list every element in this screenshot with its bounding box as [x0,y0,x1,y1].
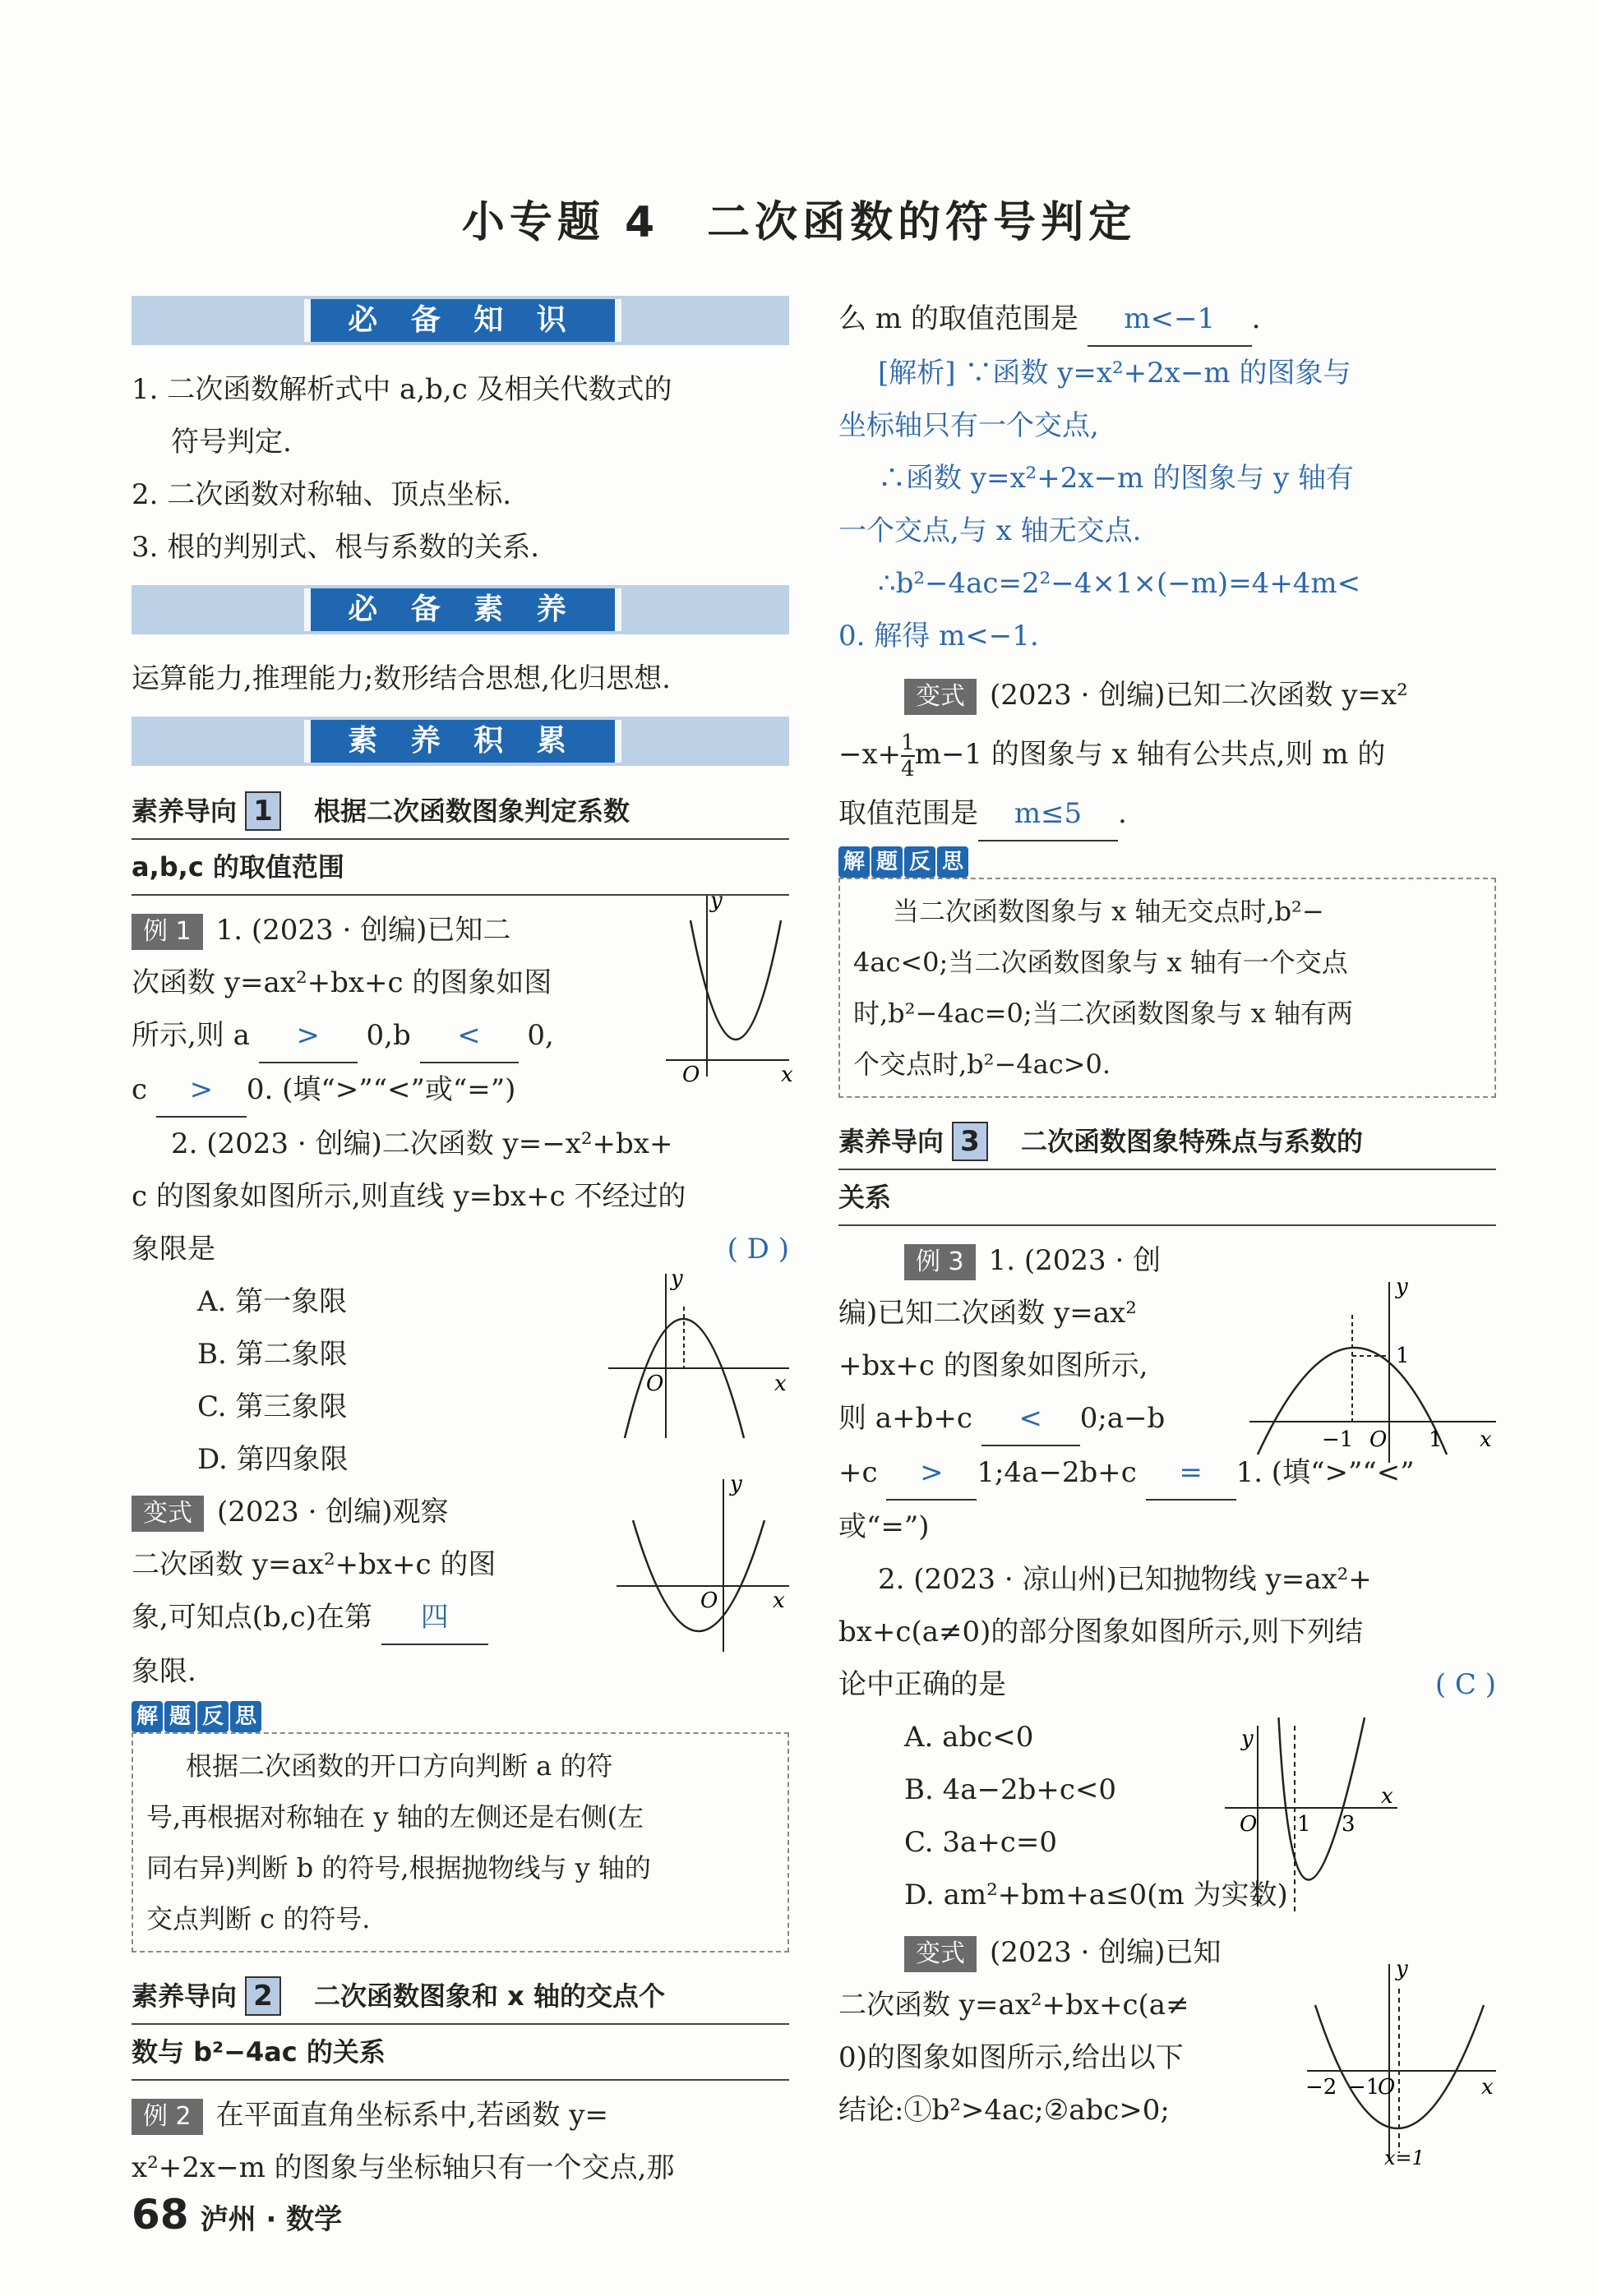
ex1-line2: 次函数 y=ax²+bx+c 的图象如图 [132,966,552,999]
knowledge-item-2: 2. 二次函数对称轴、顶点坐标. [132,478,512,511]
refl-char: 反 [197,1701,229,1732]
option-a: A. 第一象限 [197,1285,348,1318]
tick-label-neg1: −1 [1348,2075,1380,2100]
var2-line3 [838,787,1496,841]
ex1-text: 象限是 [132,1233,215,1266]
axis-label-x: x [773,1588,785,1613]
section-banner-accum [132,717,789,766]
refl-line: 个交点时,b²−4ac>0. [853,1049,1111,1080]
reflection-box [838,878,1496,1098]
ex1-text: 1. (2023 · 创编)已知二 [215,914,511,947]
axis-label-y: y [1241,1727,1254,1751]
option-b: B. 4a−2b+c<0 [904,1773,1117,1806]
ex2-line1 [132,2089,789,2142]
ex3-text: 1. (填“>”“<” [1235,1456,1415,1489]
ex1-text: c [132,1073,148,1106]
axis-label-x: x [781,1063,793,1085]
ex1-text: 0, [527,1019,554,1052]
guide-title: 二次函数图象特殊点与系数的 [1021,1126,1364,1157]
guide-number: 3 [952,1122,988,1161]
guide-heading-2 [132,1969,789,2025]
var2-text: −x+ [838,738,902,771]
tick-label-3: 3 [1342,1812,1356,1837]
guide-label: 素养导向 [838,1126,944,1157]
axis-of-symmetry-label: x=1 [1384,2146,1425,2169]
option-a: A. abc<0 [904,1721,1034,1754]
tick-label-y1: 1 [1396,1344,1410,1368]
guide-label: 素养导向 [132,795,238,827]
guide-title-cont: 数与 b²−4ac 的关系 [132,2036,386,2068]
knowledge-item-1: 1. 二次函数解析式中 a,b,c 及相关代数式的 [132,373,672,406]
axis-label-x: x [1381,1784,1393,1809]
section-banner-knowledge [132,296,789,345]
var3-line3: 0)的图象如图所示,给出以下 [838,2041,1184,2074]
guide-heading-3 [838,1114,1496,1170]
guide-label: 素养导向 [132,1980,238,2012]
section-banner-literacy [132,585,789,634]
axis-label-x: x [1481,2075,1494,2100]
refl-char: 思 [230,1701,261,1732]
axis-label-y: y [730,1472,742,1496]
var2-text: (2023 · 创编)已知二次函数 y=x² [990,679,1408,712]
ex3-text: 论中正确的是 [838,1668,1006,1701]
graph-ex1q2-downward-parabola [600,1266,797,1446]
page-footer [132,2191,342,2238]
r-text: . [1251,302,1261,335]
var3-line2: 二次函数 y=ax²+bx+c(a≠ [838,1989,1189,2022]
ex1-q2-line2: c 的图象如图所示,则直线 y=bx+c 不经过的 [132,1180,686,1213]
refl-char: 解 [838,846,870,878]
origin-label: O [1378,2075,1396,2100]
guide-title: 二次函数图象和 x 轴的交点个 [314,1980,665,2012]
reflection-heading [132,1701,789,1732]
answer-blank-amb: > [886,1446,977,1501]
answer-blank-b: < [420,1009,519,1063]
axis-label-y: y [710,888,723,913]
axis-label-x: x [1480,1427,1492,1452]
ex3-line3: +bx+c 的图象如图所示, [838,1349,1148,1382]
answer-blank-a: > [259,1009,358,1063]
var2-line1 [838,669,1496,722]
ex3-line2: 编)已知二次函数 y=ax² [838,1297,1137,1330]
graph-ex3q2-upward-parabola [1217,1717,1406,1923]
answer-blank-abc: < [981,1392,1080,1446]
var3-text: (2023 · 创编)已知 [990,1936,1222,1969]
r-text: 么 m 的取值范围是 [838,302,1078,335]
ex3-q2-line1: 2. (2023 · 凉山州)已知抛物线 y=ax²+ [878,1563,1372,1596]
var1-line2: 二次函数 y=ax²+bx+c 的图 [132,1548,496,1581]
reflection-heading [838,846,1496,878]
refl-line: 当二次函数图象与 x 轴无交点时,b²− [893,896,1324,927]
answer-choice: ( C ) [1434,1668,1496,1701]
option-c: C. 3a+c=0 [904,1826,1057,1859]
var2-text: 取值范围是 [838,797,978,830]
solution-line: [解析] ∵函数 y=x²+2x−m 的图象与 [878,357,1351,390]
option-d: D. am²+bm+a≤0(m 为实数) [904,1879,1288,1911]
var3-line4: 结论:①b²>4ac;②abc>0; [838,2094,1170,2127]
ex1-text: 0,b [366,1019,411,1052]
origin-label: O [646,1372,664,1396]
refl-char: 反 [904,846,935,878]
ex2-text: 在平面直角坐标系中,若函数 y= [215,2099,608,2132]
graph-var3-upward-parabola [1299,1956,1504,2169]
axis-label-y: y [1396,1957,1408,1981]
example-tag: 例 1 [132,914,203,950]
tick-label-neg1: −1 [1322,1427,1354,1452]
refl-char: 题 [871,846,903,878]
solution-line: 0. 解得 m<−1. [838,620,1039,652]
knowledge-item-3: 3. 根的判别式、根与系数的关系. [132,531,540,564]
example-tag: 例 3 [904,1244,976,1280]
ex3-text: 0;a−b [1079,1402,1166,1435]
axis-label-y: y [1396,1275,1408,1299]
answer-blank-c: > [156,1063,247,1118]
r-line1 [838,293,1496,347]
page-title: 小专题 4 二次函数的符号判定 [461,198,1137,247]
refl-char: 解 [132,1701,163,1732]
graph-ex1-upward-parabola [658,888,797,1085]
ex3-line6: 或“=”) [838,1510,930,1543]
refl-line: 时,b²−4ac=0;当二次函数图象与 x 轴有两 [853,998,1354,1029]
origin-label: O [1240,1812,1258,1837]
var1-text: (2023 · 创编)观察 [217,1496,449,1528]
page-number: 68 [132,2191,189,2238]
refl-line: 根据二次函数的开口方向判断 a 的符 [186,1750,613,1782]
ex3-text: 1. (2023 · 创 [988,1244,1162,1277]
knowledge-item-1b: 符号判定. [171,426,292,459]
ex3-q2-line3 [838,1658,1496,1711]
tick-label-neg2: −2 [1305,2075,1337,2100]
refl-line: 4ac<0;当二次函数图象与 x 轴有一个交点 [853,947,1348,978]
variant-tag: 变式 [904,1936,977,1972]
ex3-text: 则 a+b+c [838,1402,972,1435]
ex2-line2: x²+2x−m 的图象与坐标轴只有一个交点,那 [132,2151,675,2184]
tick-label-1: 1 [1429,1427,1443,1452]
refl-line: 号,再根据对称轴在 y 轴的左侧还是右侧(左 [146,1801,644,1833]
guide-number: 2 [245,1976,281,2016]
reflection-box [132,1732,789,1953]
guide-heading-2b [132,2025,789,2081]
ex1-text: 0. (填“>”“<”或“=”) [246,1073,516,1106]
axis-label-x: x [774,1372,787,1396]
option-d: D. 第四象限 [197,1443,349,1476]
ex3-q2-line2: bx+c(a≠0)的部分图象如图所示,则下列结 [838,1616,1364,1648]
origin-label: O [682,1063,700,1085]
origin-label: O [700,1588,718,1613]
variant-tag: 变式 [904,679,977,715]
ex3-text: 1;4a−2b+c [977,1456,1137,1489]
ex1-q2-line1: 2. (2023 · 创编)二次函数 y=−x²+bx+ [171,1127,673,1160]
refl-char: 思 [937,846,968,878]
guide-heading-1 [132,784,789,840]
guide-number: 1 [245,791,281,831]
book-caption: 泸州 · 数学 [200,2203,343,2236]
refl-char: 题 [164,1701,196,1732]
answer-blank-m: m<−1 [1088,293,1252,347]
example-tag: 例 2 [132,2099,203,2135]
graph-var1-upward-parabola [608,1471,797,1660]
answer-blank-m2: m≤5 [978,787,1118,841]
option-b: B. 第二象限 [197,1338,348,1371]
fraction [901,731,915,781]
var1-line4: 象限. [132,1655,196,1688]
solution-line: ∴b²−4ac=2²−4×1×(−m)=4+4m< [878,567,1361,600]
refl-line: 同右异)判断 b 的符号,根据抛物线与 y 轴的 [146,1852,651,1883]
ex1-text: 所示,则 a [132,1019,250,1052]
section-label: 必 备 知 识 [304,299,621,342]
solution-line: 坐标轴只有一个交点, [838,409,1099,442]
var1-text: 象,可知点(b,c)在第 [132,1601,372,1634]
solution-line: ∴函数 y=x²+2x−m 的图象与 y 轴有 [878,462,1354,495]
guide-heading-3b [838,1170,1496,1226]
guide-title-cont: 关系 [838,1182,892,1213]
left-column [132,296,789,2194]
guide-title: 根据二次函数图象判定系数 [314,795,630,827]
refl-line: 交点判断 c 的符号. [146,1903,371,1934]
var2-text: . [1118,797,1127,830]
tick-label-1: 1 [1297,1812,1311,1837]
answer-choice: ( D ) [727,1233,789,1266]
frac-denominator: 4 [901,757,915,781]
axis-label-y: y [671,1266,683,1291]
section-label: 素 养 积 累 [304,720,621,763]
literacy-text: 运算能力,推理能力;数形结合思想,化归思想. [132,662,671,695]
ex3-text: +c [838,1456,878,1489]
variant-tag: 变式 [132,1496,204,1532]
guide-title-cont: a,b,c 的取值范围 [132,851,344,883]
origin-label: O [1369,1427,1388,1452]
graph-ex3-downward-parabola [1241,1274,1504,1471]
var2-text: m−1 的图象与 x 轴有公共点,则 m 的 [914,738,1386,771]
answer-blank-4a: = [1146,1446,1236,1501]
answer-blank-quadrant: 四 [381,1591,488,1645]
option-c: C. 第三象限 [197,1390,348,1423]
var2-line2 [838,722,1496,787]
section-label: 必 备 素 养 [304,588,621,631]
frac-numerator: 1 [901,731,915,755]
solution-line: 一个交点,与 x 轴无交点. [838,514,1142,547]
